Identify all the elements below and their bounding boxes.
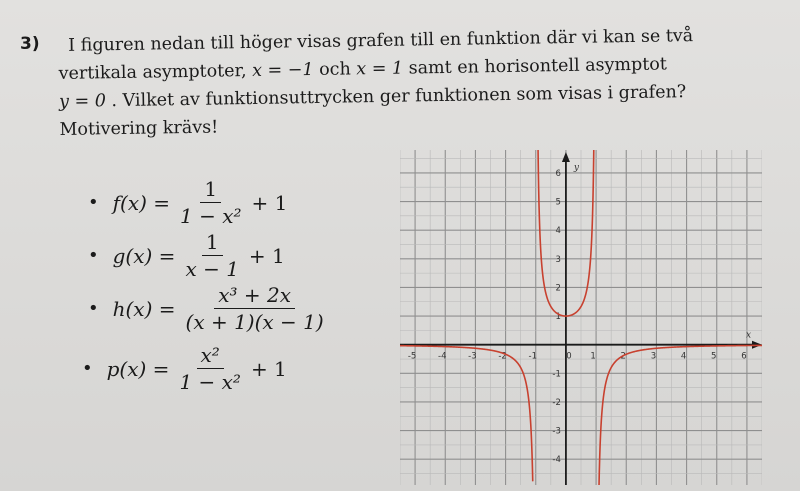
option-h-fraction (182, 284, 328, 333)
option-p-lhs: p(x) = (106, 356, 170, 381)
y-tick-label: 1 (555, 312, 561, 323)
option-g (88, 231, 285, 280)
question-line-4: Motivering krävs! (59, 117, 219, 140)
x-tick-label: -5 (407, 351, 417, 362)
bullet-icon: • (88, 298, 99, 319)
x-tick-label: 6 (741, 351, 747, 362)
function-graph (400, 150, 762, 485)
question-line-2-b: och (313, 59, 357, 80)
option-h-lhs: h(x) = (112, 296, 176, 321)
x-tick-label: -1 (528, 351, 537, 362)
x-tick-label: 1 (590, 351, 596, 362)
option-h-numerator: x³ + 2x (214, 284, 295, 309)
question-line-2-c: samt en horisontell asymptot (402, 54, 668, 79)
bullet-icon: • (88, 245, 99, 266)
y-tick-label: -4 (552, 455, 561, 466)
option-f-numerator: 1 (200, 178, 221, 203)
y-tick-label: -2 (552, 397, 561, 408)
y-tick-label: 4 (555, 226, 561, 237)
option-p-tail: + 1 (250, 356, 287, 381)
option-f (88, 178, 287, 227)
y-tick-label: 6 (555, 168, 561, 179)
option-p (82, 344, 287, 393)
option-f-tail: + 1 (251, 190, 288, 215)
question-text (58, 21, 760, 144)
option-f-denominator: 1 − x² (180, 204, 242, 228)
question-line-3-text: . Vilket av funktionsuttrycken ger funktionen som visas i grafen? (105, 82, 687, 112)
x-tick-label: 2 (620, 351, 626, 362)
option-f-fraction (176, 178, 246, 227)
y-axis-label: y (573, 163, 580, 173)
option-p-denominator: 1 − x² (179, 370, 241, 394)
option-h (88, 284, 334, 333)
asymptote-eq-1: x = −1 (251, 59, 314, 81)
option-p-numerator: x² (197, 344, 224, 369)
option-h-denominator: (x + 1)(x − 1) (185, 310, 324, 334)
curve-left-branch (400, 346, 533, 482)
option-p-fraction (175, 344, 245, 393)
x-tick-label: 3 (650, 351, 657, 362)
bullet-icon: • (88, 192, 99, 213)
x-tick-label: 4 (680, 351, 687, 362)
option-g-fraction (181, 231, 242, 280)
horizontal-asymptote-eq: y = 0 (58, 91, 107, 112)
x-tick-label: -4 (438, 351, 447, 362)
question-number: 3) (20, 34, 40, 54)
option-g-tail: + 1 (248, 243, 285, 268)
question-line-1: I figuren nedan till höger visas grafen till en funktion där vi kan se två (68, 26, 694, 56)
x-tick-label: -3 (468, 351, 477, 362)
y-tick-label: 2 (555, 283, 561, 294)
asymptote-eq-2: x = 1 (356, 58, 404, 80)
y-tick-label: 3 (555, 254, 561, 265)
y-tick-label: 5 (555, 197, 561, 208)
y-axis-arrow-icon (562, 152, 570, 162)
option-f-lhs: f(x) = (112, 190, 171, 215)
curve-right-branch (599, 345, 762, 485)
x-tick-label: 5 (711, 351, 717, 362)
y-tick-label: -1 (552, 369, 561, 380)
y-tick-label: -3 (552, 426, 561, 437)
x-tick-label: -2 (498, 351, 507, 362)
option-g-lhs: g(x) = (112, 243, 176, 268)
option-g-denominator: x − 1 (185, 257, 239, 281)
bullet-icon: • (82, 358, 93, 379)
x-axis-label: x (746, 330, 752, 341)
x-tick-label: 0 (566, 351, 572, 362)
question-line-2-a: vertikala asymptoter, (58, 60, 253, 84)
option-g-numerator: 1 (202, 231, 223, 256)
